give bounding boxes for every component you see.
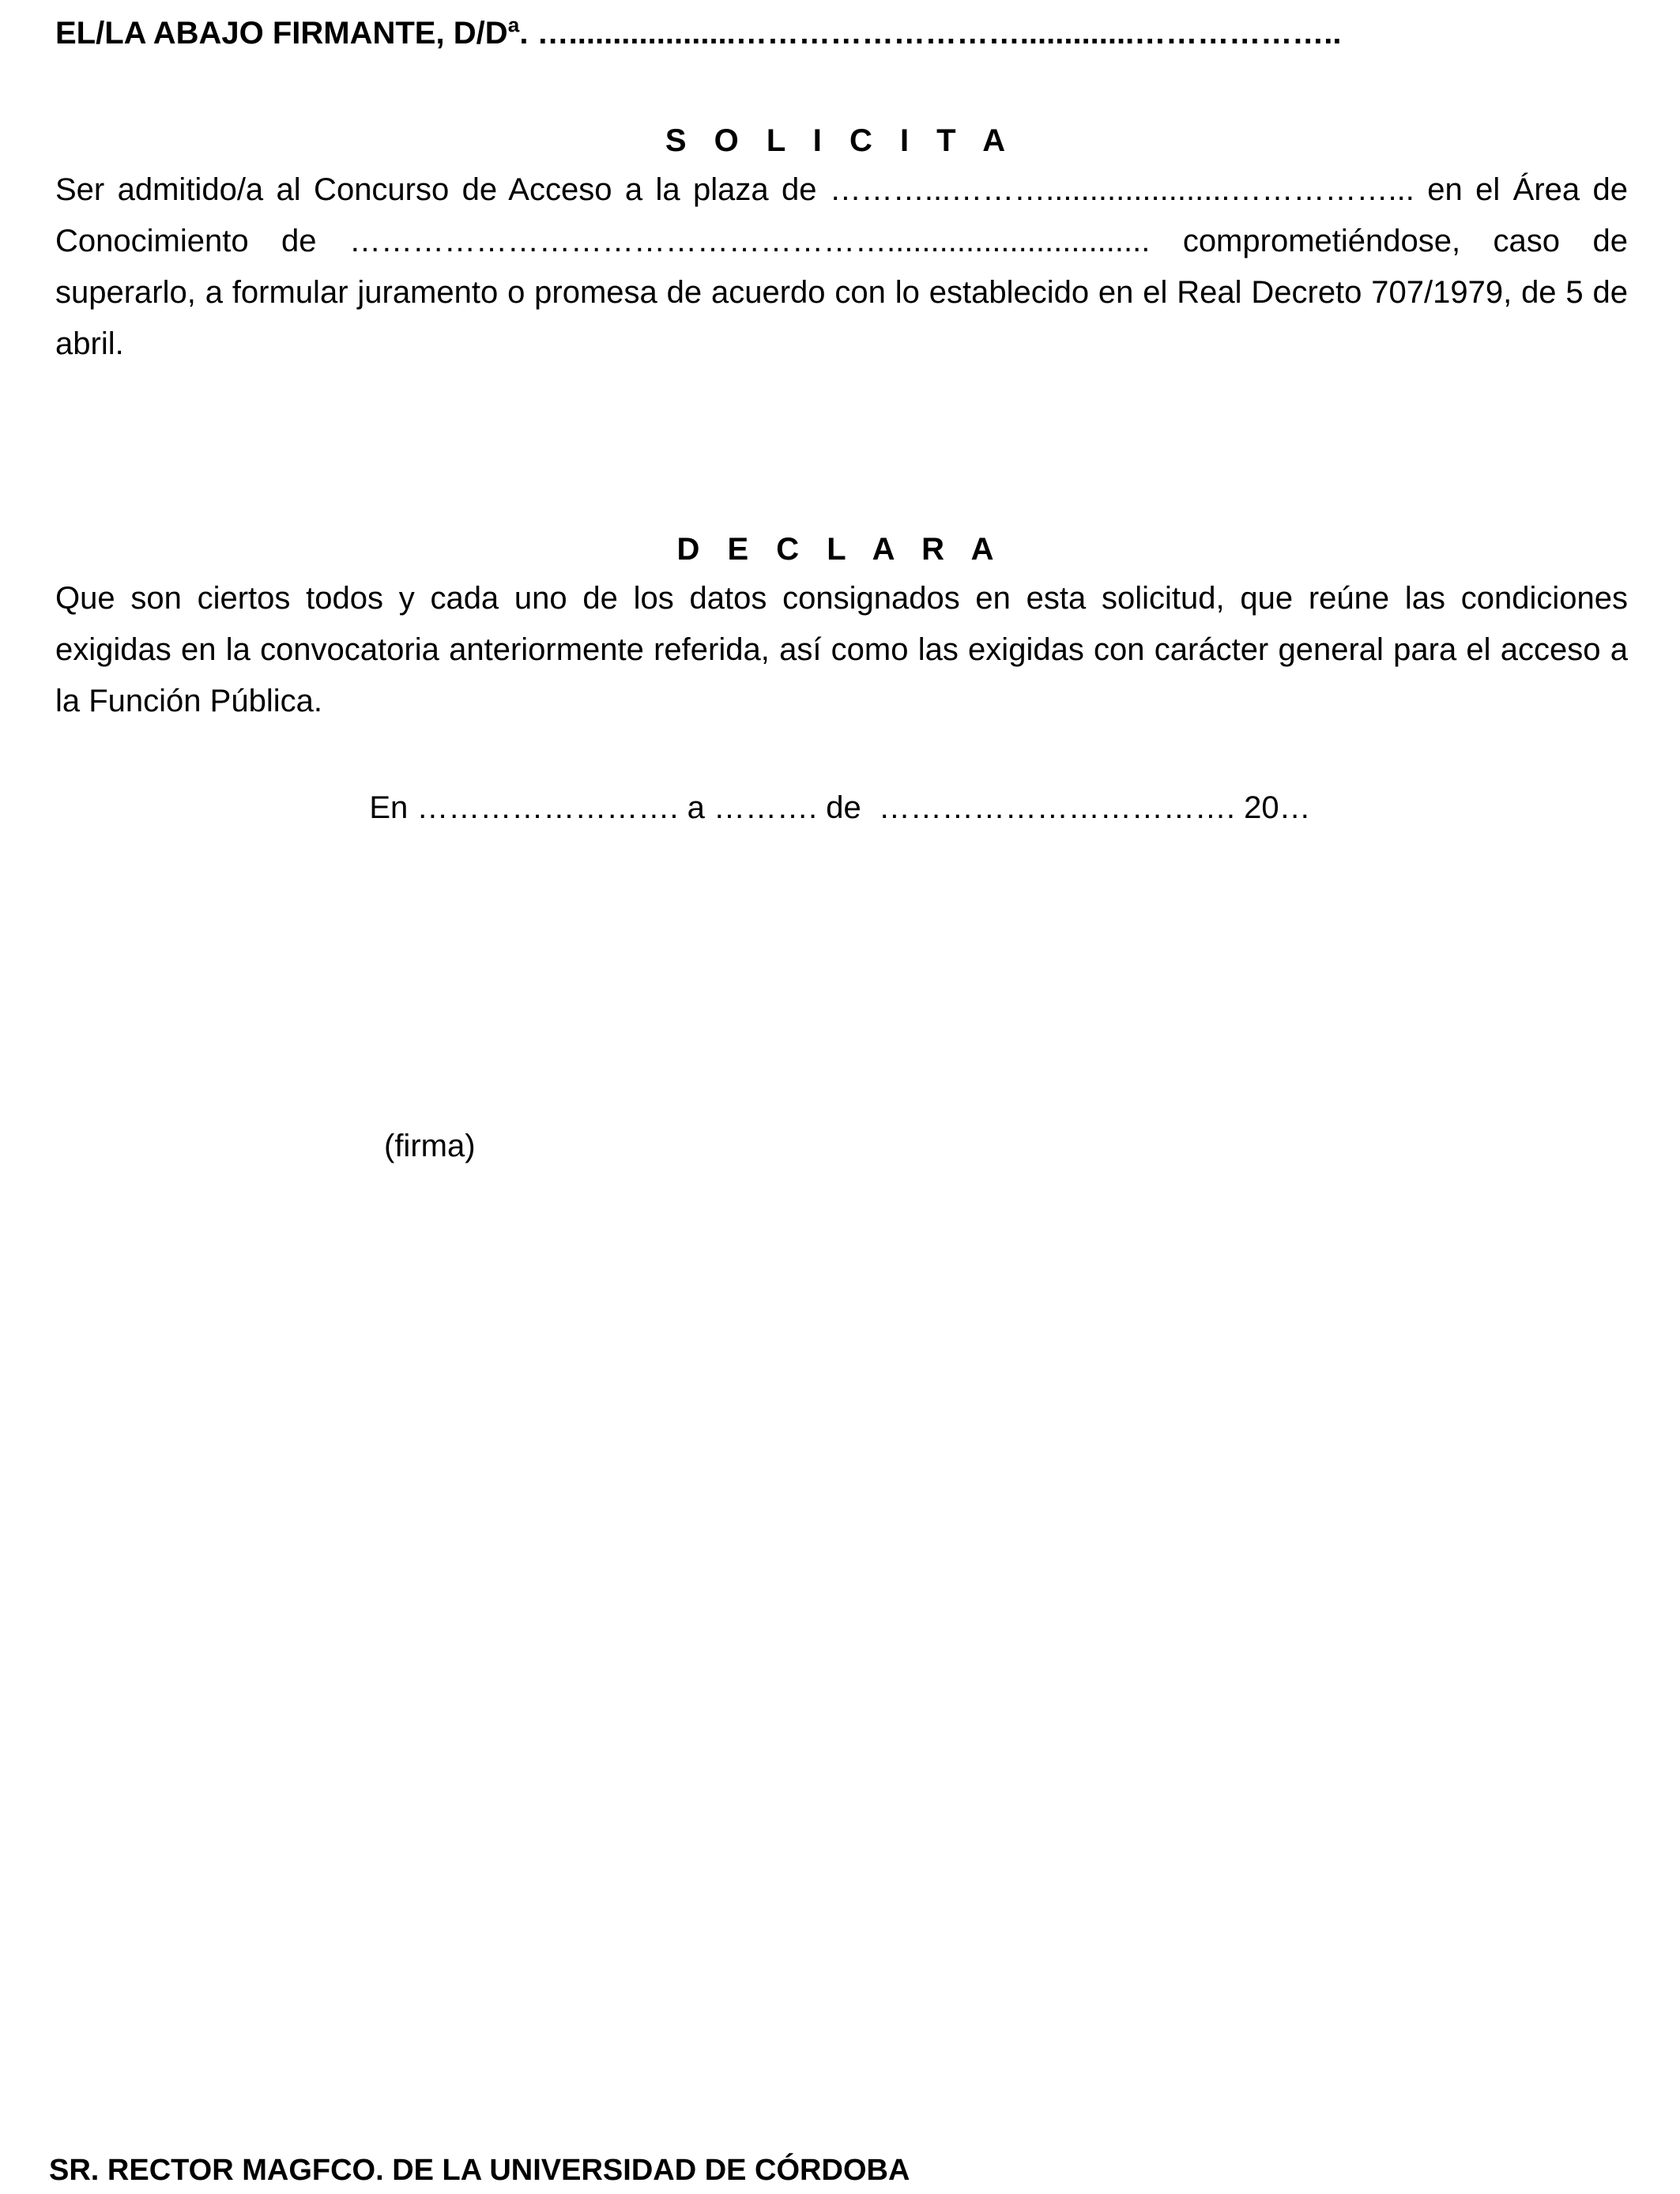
solicita-heading: S O L I C I T A [665, 123, 1015, 158]
place-date-line: En ……………………. a ………. de ……………………………. 20… [369, 790, 1311, 825]
applicant-name-blank: …...................……………………….............……………….. [537, 16, 1342, 51]
solicita-paragraph: Ser admitido/a al Concurso de Acceso a la plaza de ………...……….....................……………... en el Área de Conocimiento de …………………………………………….............................. comprometiéndose, caso de superarlo, a formular juramento o promesa de acuerdo con lo establecido en el Real Decreto 707/1979, de 5 de abril. [55, 172, 1628, 361]
applicant-label: EL/LA ABAJO FIRMANTE, D/Dª. [55, 16, 529, 51]
signature-label: (firma) [384, 1129, 476, 1163]
applicant-header [55, 8, 1636, 58]
declara-heading: D E C L A R A [676, 532, 1004, 567]
declara-paragraph: Que son ciertos todos y cada uno de los datos consignados en esta solicitud, que reúne las condiciones exigidas en la convocatoria anteriormente referida, así como las exigidas con carácter general para el acceso a la Función Pública. [55, 581, 1628, 718]
addressee-footer: SR. RECTOR MAGFCO. DE LA UNIVERSIDAD DE CÓRDOBA [49, 2154, 910, 2187]
